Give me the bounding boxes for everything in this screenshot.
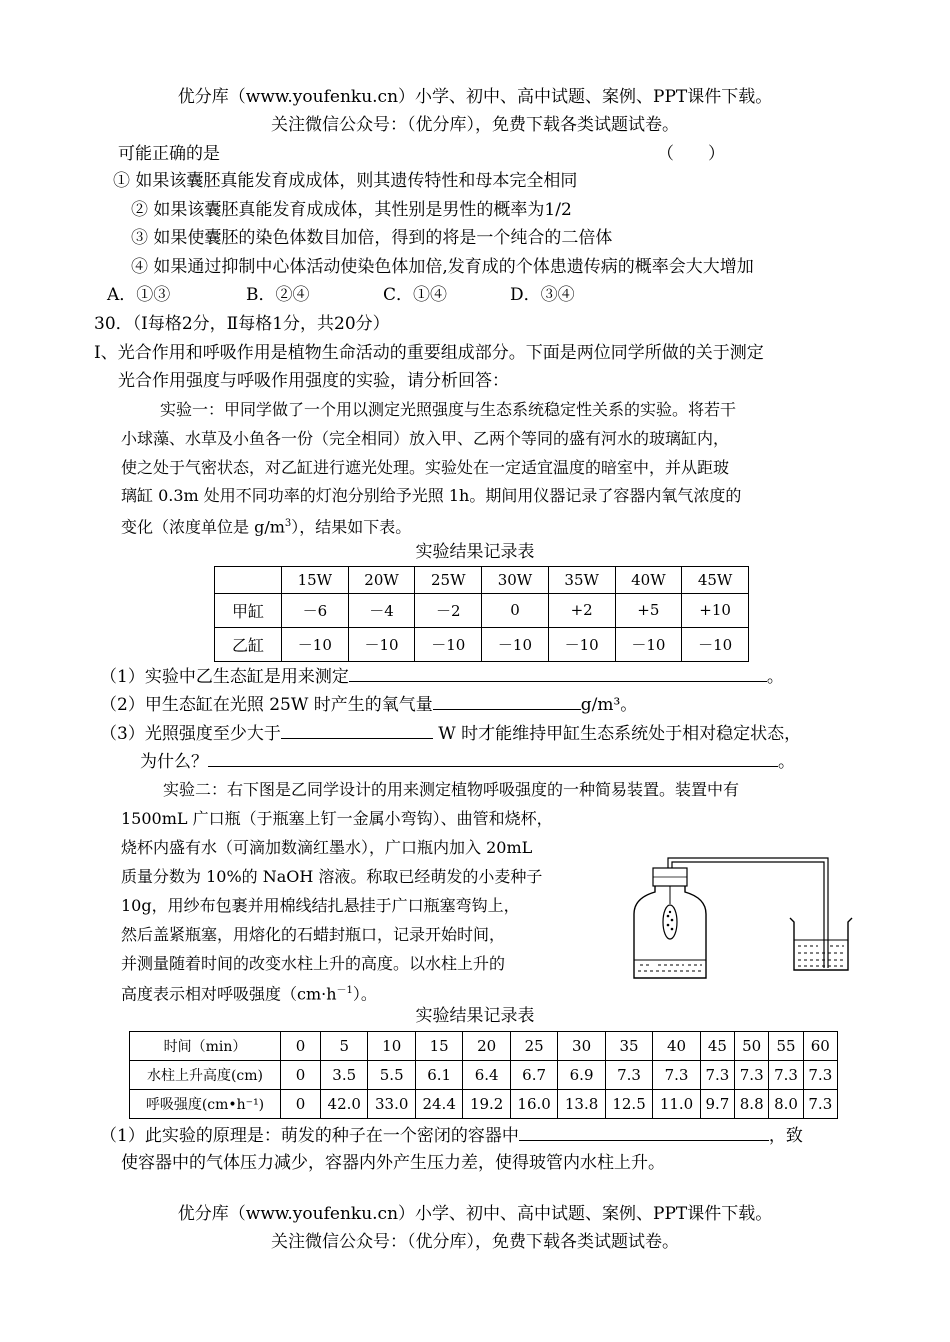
table2-results [129,1031,838,1119]
q29-option-3: ③ 如果使囊胚的染色体数目加倍，得到的将是一个纯合的二倍体 [131,228,613,248]
exp2-line-6: 然后盖紧瓶塞，用熔化的石蜡封瓶口，记录开始时间， [121,925,506,944]
header-line-1: 优分库（www.youfenku.cn）小学、初中、高中试题、案例、PPT课件下载。 [177,87,773,107]
sub-question-2: （2）甲生态缸在光照 25W 时产生的氧气量 g/m³。 [100,695,638,715]
part2-question-1-line-2: 使容器中的气体压力减少，容器内外产生压力差，使得玻管内水柱上升。 [121,1153,665,1173]
q29-choice-c: C．①④ [383,285,448,305]
exp1-line-1: 实验一：甲同学做了一个用以测定光照强度与生态系统稳定性关系的实验。将若干 [160,400,737,419]
table2-cell: 7.3 [605,1061,652,1090]
table1-header-cell: 40W [615,567,682,594]
exp2-line-8: 高度表示相对呼吸强度$(cm\cdot h^{-1})$。 [121,984,377,1004]
q29-option-2: ② 如果该囊胚真能发育成成体，其性别是男性的概率为1/2 [131,200,572,220]
exp2-line-7: 并测量随着时间的改变水柱上升的高度。以水柱上升的 [121,954,506,973]
table2-header-cell: 15 [415,1032,462,1061]
table1-header-cell: 15W [282,567,349,594]
table2-row [130,1090,838,1119]
table2-cell: 6.4 [463,1061,510,1090]
table2-cell: 7.3 [803,1090,837,1119]
table1-cell: －6 [282,593,349,627]
table2-cell: 6.1 [415,1061,462,1090]
table2-cell: 呼吸强度(cm•h⁻¹) [130,1090,281,1119]
sub-question-3-why: 为什么？ 。 [140,752,795,772]
table2-header-cell: 55 [769,1032,803,1061]
table2-cell: 9.7 [700,1090,734,1119]
table2-cell: 13.8 [558,1090,605,1119]
table2-header-cell: 25 [510,1032,557,1061]
seed-bag [663,905,677,939]
table1-header-cell: 30W [482,567,549,594]
exp2-line-1: 实验二：右下图是乙同学设计的用来测定植物呼吸强度的一种简易装置。装置中有 [163,780,740,799]
answer-blank-1[interactable] [349,665,767,682]
table2-cell: 7.3 [700,1061,734,1090]
table1-cell: +10 [682,593,749,627]
table2-cell: 0 [281,1061,321,1090]
table2-cell: 6.7 [510,1061,557,1090]
table1-header-cell [215,567,282,594]
q29-option-1: ① 如果该囊胚真能发育成成体，则其遗传特性和母本完全相同 [113,171,578,191]
table2-header-cell: 40 [653,1032,700,1061]
q29-choice-d: D．③④ [510,285,575,305]
table2-header-cell: 时间（min） [130,1032,281,1061]
respiration-apparatus-figure [628,846,853,986]
table1-row [215,627,749,661]
table2-header-cell: 5 [321,1032,368,1061]
table2-cell: 33.0 [368,1090,415,1119]
table1-cell: 0 [482,593,549,627]
table2-cell: 16.0 [510,1090,557,1119]
q29-option-4: ④ 如果通过抑制中心体活动使染色体加倍,发育成的个体患遗传病的概率会大大增加 [131,257,754,277]
table1-cell: +5 [615,593,682,627]
q30-title: 30．（Ⅰ每格2分，Ⅱ每格1分，共20分） [94,314,390,334]
q29-answer-bracket: （ ） [657,144,725,164]
q29-choice-b: B．②④ [246,285,310,305]
table2-cell: 42.0 [321,1090,368,1119]
footer-line-1: 优分库（www.youfenku.cn）小学、初中、高中试题、案例、PPT课件下载。 [177,1204,773,1224]
footer-line-2: 关注微信公众号：（优分库），免费下载各类试题试卷。 [271,1232,679,1252]
table1-cell: －10 [615,627,682,661]
table2-cell: 7.3 [769,1061,803,1090]
table2-cell: 24.4 [415,1090,462,1119]
exp2-line-5: 10g，用纱布包裹并用棉线结扎悬挂于广口瓶塞弯钩上， [121,896,520,915]
table2-caption: 实验结果记录表 [415,1006,535,1026]
bent-tube-inner [672,862,824,968]
table1-cell: 乙缸 [215,627,282,661]
exp1-line-3: 使之处于气密状态，对乙缸进行遮光处理。实验处在一定适宜温度的暗室中，并从距玻 [121,458,730,477]
table2-header-cell: 45 [700,1032,734,1061]
table2-header-cell: 20 [463,1032,510,1061]
answer-blank-4[interactable] [208,750,778,767]
table2-cell: 8.8 [735,1090,769,1119]
table2-row [130,1061,838,1090]
table1-header-row [215,567,749,594]
table1-header-cell: 35W [548,567,615,594]
table1-row [215,593,749,627]
table2-cell: 水柱上升高度(cm) [130,1061,281,1090]
table2-cell: 3.5 [321,1061,368,1090]
table2-cell: 7.3 [653,1061,700,1090]
table1-cell: －10 [548,627,615,661]
exp2-line-4: 质量分数为 10%的 NaOH 溶液。称取已经萌发的小麦种子 [121,867,543,886]
table2-cell: 19.2 [463,1090,510,1119]
answer-blank-3[interactable] [281,722,433,739]
q30-intro-line-2: 光合作用强度与呼吸作用强度的实验，请分析回答： [118,371,509,391]
table1-results [214,566,749,662]
table1-cell: －10 [682,627,749,661]
table2-cell: 5.5 [368,1061,415,1090]
table2-header-cell: 35 [605,1032,652,1061]
table1-cell: －10 [348,627,415,661]
table1-cell: －10 [282,627,349,661]
table1-cell: 甲缸 [215,593,282,627]
table2-cell: 7.3 [735,1061,769,1090]
table2-header-cell: 50 [735,1032,769,1061]
table2-header-cell: 30 [558,1032,605,1061]
table1-cell: +2 [548,593,615,627]
bent-tube [668,858,828,968]
answer-blank-5[interactable] [519,1124,769,1141]
table2-cell: 6.9 [558,1061,605,1090]
q29-stem: 可能正确的是 [118,144,220,164]
table1-cell: －4 [348,593,415,627]
table2-header-row [130,1032,838,1061]
table1-header-cell: 25W [415,567,482,594]
table2-cell: 11.0 [653,1090,700,1119]
table1-cell: －2 [415,593,482,627]
table2-cell: 0 [281,1090,321,1119]
apparatus-drawing [628,846,853,986]
header-line-2: 关注微信公众号：（优分库），免费下载各类试题试卷。 [271,115,679,135]
exp2-line-2: 1500mL 广口瓶（于瓶塞上钉一金属小弯钩）、曲管和烧杯， [121,809,553,828]
q30-intro-line-1: Ⅰ、光合作用和呼吸作用是植物生命活动的重要组成部分。下面是两位同学所做的关于测定 [94,343,764,363]
exp2-line-3: 烧杯内盛有水（可滴加数滴红墨水），广口瓶内加入 20mL [121,838,533,857]
table2-header-cell: 0 [281,1032,321,1061]
exp1-line-2: 小球藻、水草及小鱼各一份（完全相同）放入甲、乙两个等同的盛有河水的玻璃缸内， [121,429,730,448]
table2-cell: 8.0 [769,1090,803,1119]
table1-header-cell: 20W [348,567,415,594]
exp1-line-5: 变化（浓度单位是 $g/m^3$），结果如下表。 [121,517,412,537]
table2-cell: 7.3 [803,1061,837,1090]
sub-question-3: （3）光照强度至少大于 W 时才能维持甲缸生态系统处于相对稳定状态， [100,724,802,744]
sub-question-1: （1）实验中乙生态缸是用来测定 。 [100,667,784,687]
table2-header-cell: 10 [368,1032,415,1061]
beaker [790,918,852,970]
exp1-line-4: 璃缸 0.3m 处用不同功率的灯泡分别给予光照 1h。期间用仪器记录了容器内氧气浓度的 [121,486,742,505]
q29-choice-a: A．①③ [107,285,171,305]
table2-header-cell: 60 [803,1032,837,1061]
table1-cell: －10 [482,627,549,661]
table2-cell: 12.5 [605,1090,652,1119]
table1-header-cell: 45W [682,567,749,594]
table1-caption: 实验结果记录表 [415,542,535,562]
table1-cell: －10 [415,627,482,661]
part2-question-1: （1）此实验的原理是：萌发的种子在一个密闭的容器中 ，致 [100,1126,803,1146]
answer-blank-2[interactable] [433,693,581,710]
